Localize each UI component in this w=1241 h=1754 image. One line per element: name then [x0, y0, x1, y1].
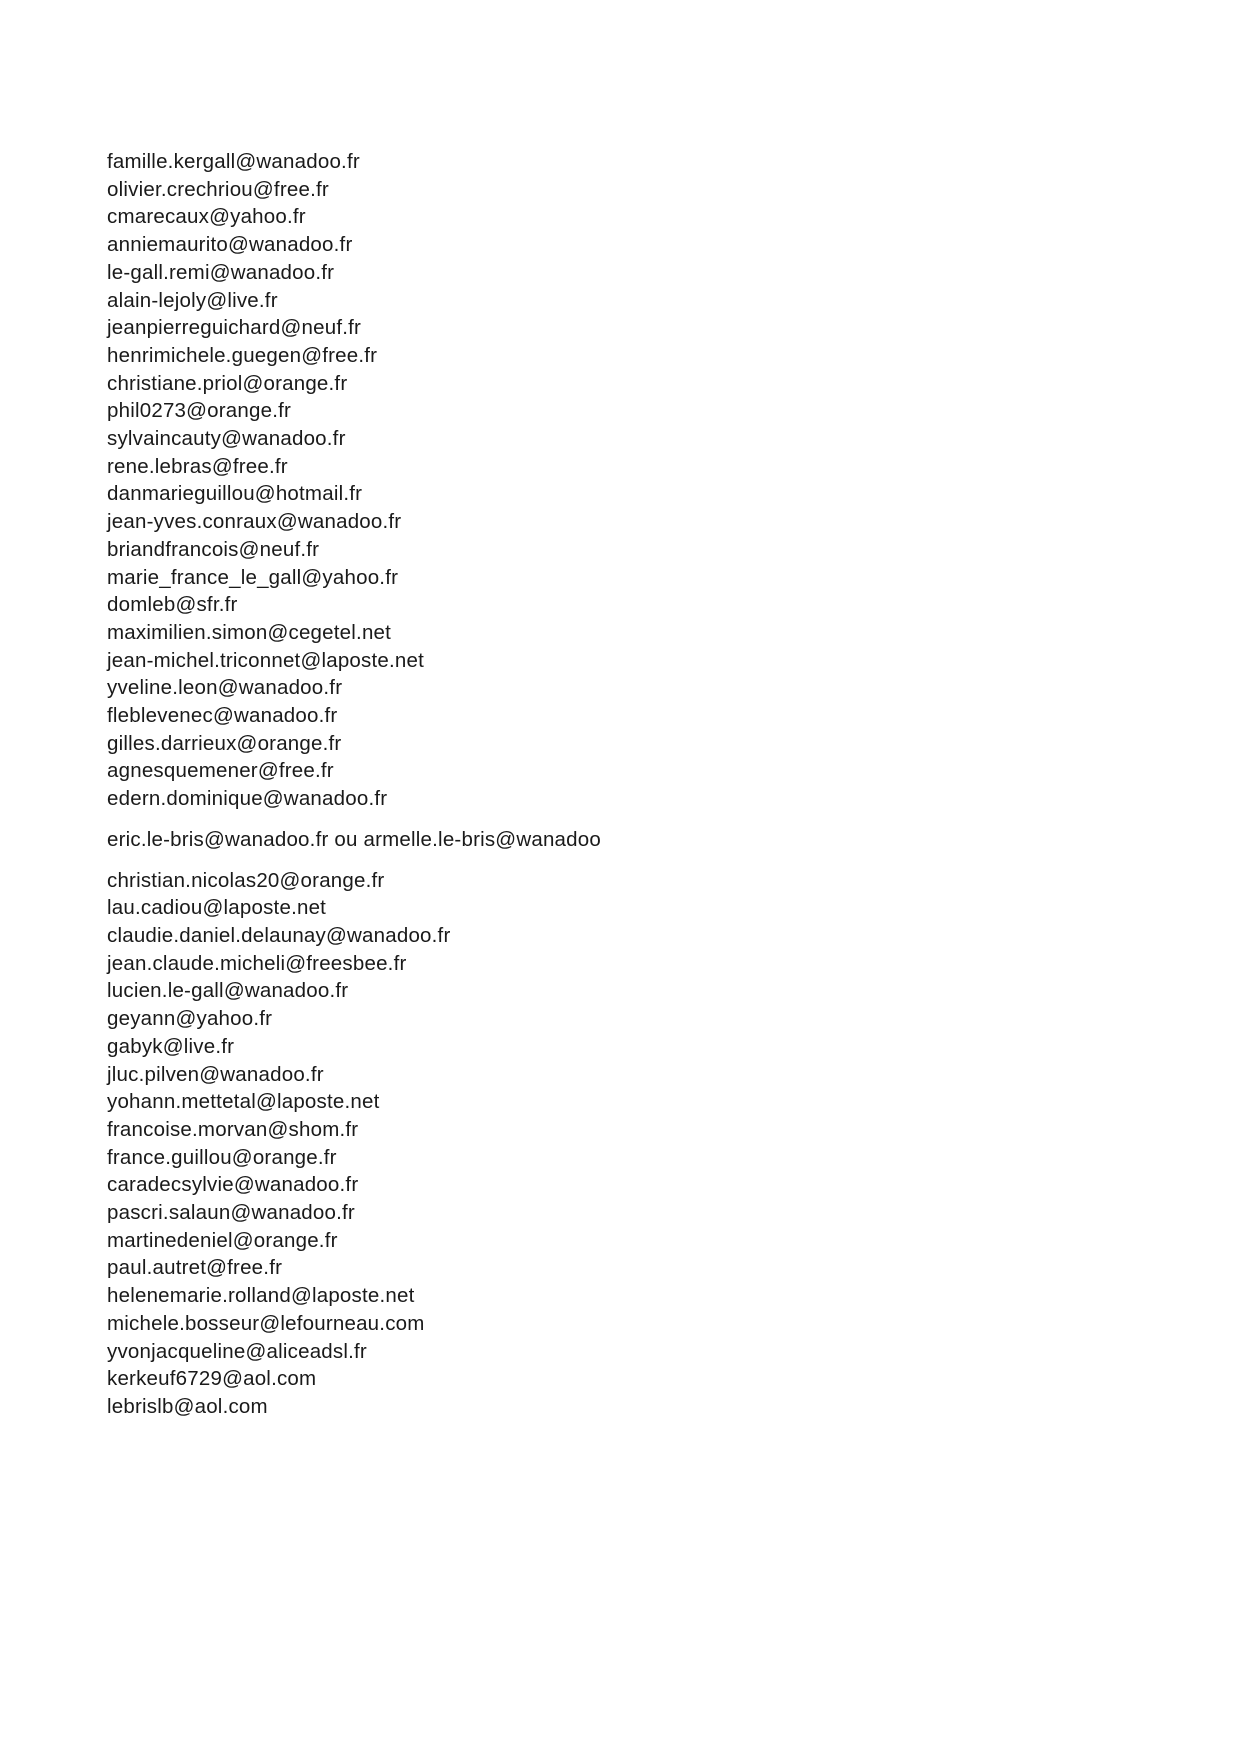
email-line: martinedeniel@orange.fr: [107, 1228, 338, 1252]
email-line: kerkeuf6729@aol.com: [107, 1367, 317, 1391]
email-line: cmarecaux@yahoo.fr: [107, 205, 306, 229]
email-line: lau.cadiou@laposte.net: [107, 896, 327, 920]
email-line: briandfrancois@neuf.fr: [107, 537, 320, 561]
email-line: anniemaurito@wanadoo.fr: [107, 233, 353, 257]
email-line: olivier.crechriou@free.fr: [107, 177, 329, 201]
email-line: helenemarie.rolland@laposte.net: [107, 1284, 415, 1308]
email-line: christian.nicolas20@orange.fr: [107, 868, 385, 892]
email-line: le-gall.remi@wanadoo.fr: [107, 260, 335, 284]
email-line: lucien.le-gall@wanadoo.fr: [107, 979, 349, 1003]
email-line: famille.kergall@wanadoo.fr: [107, 150, 360, 173]
email-line: lebrislb@aol.com: [107, 1394, 268, 1418]
email-line: fleblevenec@wanadoo.fr: [107, 704, 338, 728]
email-line: jean.claude.micheli@freesbee.fr: [107, 951, 407, 975]
email-line: yveline.leon@wanadoo.fr: [107, 676, 343, 700]
email-line: eric.le-bris@wanadoo.fr ou armelle.le-bris@wanadoo: [107, 827, 601, 851]
document-body: [107, 148, 1107, 1421]
email-line: yohann.mettetal@laposte.net: [107, 1090, 380, 1114]
email-line: danmarieguillou@hotmail.fr: [107, 482, 363, 506]
email-line: christiane.priol@orange.fr: [107, 371, 348, 395]
email-line: domleb@sfr.fr: [107, 593, 238, 617]
email-line: gabyk@live.fr: [107, 1034, 235, 1058]
email-line: francoise.morvan@shom.fr: [107, 1117, 359, 1141]
email-line: caradecsylvie@wanadoo.fr: [107, 1173, 359, 1197]
email-line: agnesquemener@free.fr: [107, 759, 334, 783]
email-line: alain-lejoly@live.fr: [107, 288, 278, 312]
email-line: claudie.daniel.delaunay@wanadoo.fr: [107, 923, 451, 947]
email-block-1: [107, 148, 1107, 813]
email-line: jean-michel.triconnet@laposte.net: [107, 648, 425, 672]
email-line: edern.dominique@wanadoo.fr: [107, 787, 388, 811]
email-line: paul.autret@free.fr: [107, 1256, 283, 1280]
email-line: jluc.pilven@wanadoo.fr: [107, 1062, 324, 1086]
email-line: jean-yves.conraux@wanadoo.fr: [107, 510, 402, 534]
email-line: gilles.darrieux@orange.fr: [107, 731, 342, 755]
email-line: france.guillou@orange.fr: [107, 1145, 337, 1169]
email-line: geyann@yahoo.fr: [107, 1007, 273, 1031]
email-line: pascri.salaun@wanadoo.fr: [107, 1201, 355, 1225]
email-line: rene.lebras@free.fr: [107, 454, 288, 478]
email-block-3: [107, 867, 1107, 1421]
email-line: phil0273@orange.fr: [107, 399, 292, 423]
email-line: maximilien.simon@cegetel.net: [107, 620, 392, 644]
email-line: henrimichele.guegen@free.fr: [107, 343, 378, 367]
email-line: michele.bosseur@lefourneau.com: [107, 1311, 425, 1335]
email-line: sylvaincauty@wanadoo.fr: [107, 427, 346, 451]
email-line: marie_france_le_gall@yahoo.fr: [107, 565, 399, 589]
email-line: jeanpierreguichard@neuf.fr: [107, 316, 362, 340]
email-block-2: [107, 826, 1107, 854]
email-line: yvonjacqueline@aliceadsl.fr: [107, 1339, 367, 1363]
